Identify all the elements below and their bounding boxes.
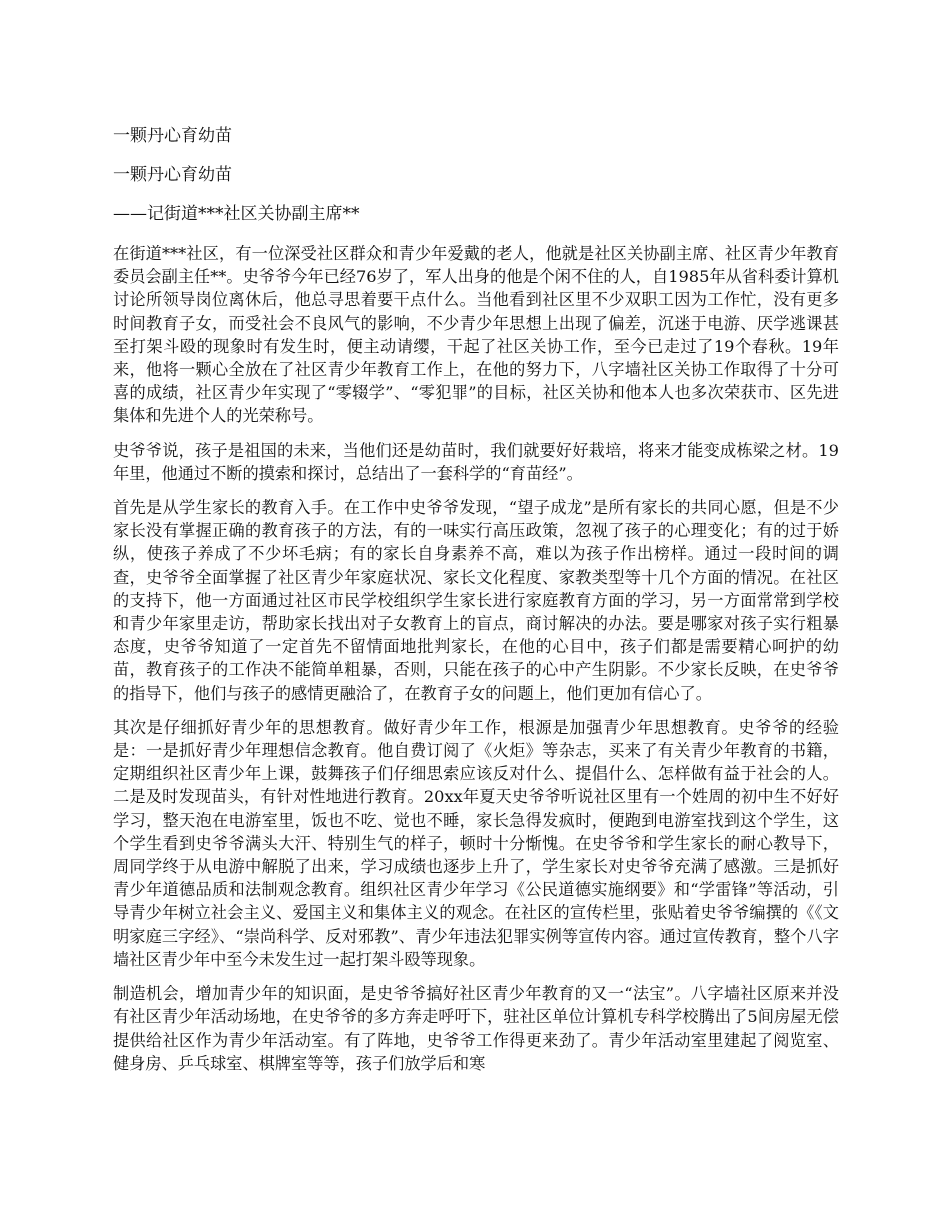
paragraph: 首先是从学生家长的教育入手。在工作中史爷爷发现，“望子成龙”是所有家长的共同心愿，但是不少家长没有掌握正确的教育孩子的方法，有的一味实行高压政策，忽视了孩子的心理变化；有的过于娇纵，使孩子养成了不少坏毛病；有的家长自身素养不高，难以为孩子作出榜样。通过一段时间的调查，史爷爷全面掌握了社区青少年家庭状况、家长文化程度、家教类型等十几个方面的情况。在社区的支持下，他一方面通过社区市民学校组织学生家长进行家庭教育方面的学习，另一方面常常到学校和青少年家里走访，帮助家长找出对子女教育上的盲点，商讨解决的办法。要是哪家对孩子实行粗暴态度，史爷爷知道了一定首先不留情面地批判家长，在他的心目中，孩子们都是需要精心呵护的幼苗，教育孩子的工作决不能简单粗暴，否则，只能在孩子的心中产生阴影。不少家长反映，在史爷爷的指导下，他们与孩子的感情更融洽了，在教育子女的问题上，他们更加有信心了。 bbox=[113, 498, 839, 703]
document-heading: 一颗丹心育幼苗 bbox=[113, 165, 232, 185]
document-page bbox=[113, 124, 839, 1086]
paragraph: 在街道***社区，有一位深受社区群众和青少年爱戴的老人，他就是社区关协副主席、社区青少年教育委员会副主任**。史爷爷今年已经76岁了，军人出身的他是个闲不住的人，自1985年从省科委计算机讨论所领导岗位离休后，他总寻思着要干点什么。当他看到社区里不少双职工因为工作忙，没有更多时间教育子女，而受社会不良风气的影响，不少青少年思想上出现了偏差，沉迷于电游、厌学逃课甚至打架斗殴的现象时有发生时，便主动请缨，干起了社区关协工作，至今已走过了19个春秋。19年来，他将一颗心全放在了社区青少年教育工作上，在他的努力下，八字墙社区关协工作取得了十分可喜的成绩，社区青少年实现了“零辍学”、“零犯罪”的目标，社区关协和他本人也多次荣获市、区先进集体和先进个人的光荣称号。 bbox=[113, 244, 839, 426]
paragraph: 制造机会，增加青少年的知识面，是史爷爷搞好社区青少年教育的又一“法宝”。八字墙社区原来并没有社区青少年活动场地，在史爷爷的多方奔走呼吁下，驻社区单位计算机专科学校腾出了5间房屋无偿提供给社区作为青少年活动室。有了阵地，史爷爷工作得更来劲了。青少年活动室里建起了阅览室、健身房、乒乓球室、棋牌室等等，孩子们放学后和寒 bbox=[113, 984, 839, 1073]
document-subheading: ——记街道***社区关协副主席** bbox=[113, 204, 360, 224]
document-title: 一颗丹心育幼苗 bbox=[113, 126, 232, 146]
paragraph: 史爷爷说，孩子是祖国的未来，当他们还是幼苗时，我们就要好好栽培，将来才能变成栋梁之材。19年里，他通过不断的摸索和探讨，总结出了一套科学的“育苗经”。 bbox=[113, 440, 839, 483]
paragraph: 其次是仔细抓好青少年的思想教育。做好青少年工作，根源是加强青少年思想教育。史爷爷的经验是：一是抓好青少年理想信念教育。他自费订阅了《火炬》等杂志，买来了有关青少年教育的书籍，定期组织社区青少年上课，鼓舞孩子们仔细思索应该反对什么、提倡什么、怎样做有益于社会的人。二是及时发现苗头，有针对性地进行教育。20xx年夏天史爷爷听说社区里有一个姓周的初中生不好好学习，整天泡在电游室里，饭也不吃、觉也不睡，家长急得发疯时，便跑到电游室找到这个学生，这个学生看到史爷爷满头大汗、特别生气的样子，顿时十分惭愧。在史爷爷和学生家长的耐心教导下，周同学终于从电游中解脱了出来，学习成绩也逐步上升了，学生家长对史爷爷充满了感激。三是抓好青少年道德品质和法制观念教育。组织社区青少年学习《公民道德实施纲要》和“学雷锋”等活动，引导青少年树立社会主义、爱国主义和集体主义的观念。在社区的宣传栏里，张贴着史爷爷编撰的《《文明家庭三字经》、“崇尚科学、反对邪教”、青少年违法犯罪实例等宣传内容。通过宣传教育，整个八字墙社区青少年中至今未发生过一起打架斗殴等现象。 bbox=[113, 717, 839, 969]
